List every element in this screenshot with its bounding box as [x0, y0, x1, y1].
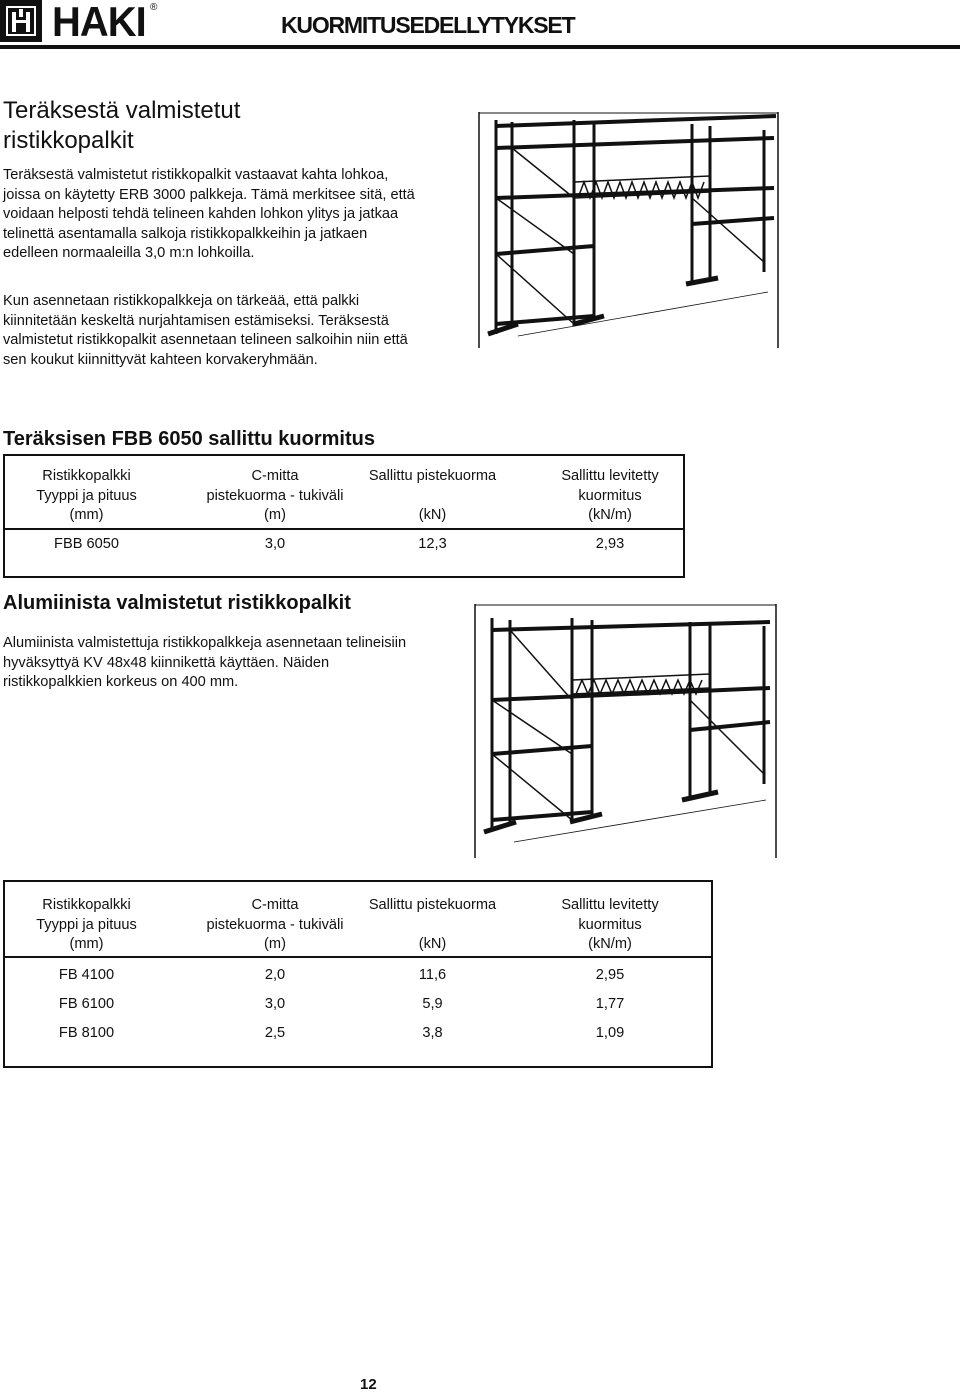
- fb-header-point-line2: [355, 916, 510, 936]
- fb-header-point-line1: Sallittu pistekuorma: [368, 897, 497, 913]
- fbb-header-c-line2: pistekuorma - tukiväli: [206, 487, 344, 504]
- fbb-header-point-line1: Sallittu pistekuorma: [368, 468, 497, 484]
- fbb-header-point-line3: (kN): [418, 507, 447, 524]
- steel-paragraph-2: Kun asennetaan ristikkopalkkeja on tärkeää, että palkki kiinnitetään keskeltä nurjahtamisen estämiseksi. Teräksestä valmistetut ristikkopalkit asennetaan telineen salkoihin niin että sen koukut kiinnittyvät kahteen korvakeryhmään.: [3, 293, 408, 368]
- fbb-table-title: Teräksisen FBB 6050 sallittu kuormitus: [3, 428, 375, 450]
- steel-heading-line2: ristikkopalkit: [3, 127, 134, 154]
- registered-mark: ®: [150, 2, 158, 13]
- fbb-header-c-measure: [190, 467, 360, 526]
- steel-truss-scaffold-illustration: [478, 112, 780, 348]
- fb-cell-dist: 2,95: [595, 967, 625, 983]
- aluminium-truss-scaffold-illustration: [474, 604, 779, 858]
- steel-section-heading: [3, 96, 303, 156]
- fbb-header-distributed-load: [530, 467, 690, 526]
- fb-header-rule: [5, 956, 711, 958]
- steel-paragraph-1: Teräksestä valmistetut ristikkopalkit vastaavat kahta lohkoa, joissa on käytetty ERB 3000 palkkeja. Tämä merkitsee sitä, että voidaan helposti tehdä telineen kahden lohkon ylitys ja jatkaa telinettä asentamalla salkoja ristikkopalkkeihin ja jatkaen edelleen normaaleilla 3,0 m:n lohkoilla.: [3, 167, 415, 262]
- fbb-header-point-load: [355, 467, 510, 526]
- fb-header-type-line3: (mm): [69, 936, 104, 953]
- fbb-header-type: [9, 467, 164, 526]
- fb-cell-type: FB 4100: [58, 967, 115, 983]
- fbb-header-type-line3: (mm): [69, 507, 104, 524]
- fbb-header-type-line1: Ristikkopalkki: [42, 468, 131, 484]
- fbb-header-type-line2: Tyyppi ja pituus: [36, 487, 137, 504]
- fbb-load-table: [3, 454, 685, 578]
- fbb-header-point-line2: [355, 487, 510, 507]
- fbb-header-c-line3: (m): [264, 507, 286, 524]
- haki-logo-icon: [0, 0, 42, 42]
- fb-header-dist-line1: Sallittu levitetty: [561, 897, 659, 913]
- fb-header-type-line1: Ristikkopalkki: [42, 897, 131, 913]
- fbb-header-dist-line3: (kN/m): [588, 507, 632, 524]
- aluminium-paragraph: Alumiinista valmistettuja ristikkopalkkeja asennetaan telineisiin hyväksyttyä KV 48x48 kiinnikettä käyttäen. Näiden ristikkopalkkien korkeus on 400 mm.: [3, 635, 407, 691]
- fb-header-c-line1: C-mitta: [251, 897, 299, 913]
- fb-cell-dist: 1,09: [595, 1025, 625, 1041]
- steel-heading-line1: Teräksestä valmistetut: [3, 97, 241, 124]
- fb-header-point-load: [355, 896, 510, 955]
- fb-cell-point: 11,6: [418, 967, 447, 983]
- fb-cell-type: FB 6100: [58, 996, 115, 1012]
- fb-header-c-line2: pistekuorma - tukiväli: [206, 916, 344, 933]
- aluminium-section-heading: Alumiinista valmistetut ristikkopalkit: [3, 592, 351, 614]
- fbb-cell-type: FBB 6050: [54, 536, 119, 552]
- fb-cell-point: 5,9: [422, 996, 443, 1012]
- fb-header-c-measure: [190, 896, 360, 955]
- fbb-cell-c: 3,0: [264, 536, 286, 552]
- fb-cell-c: 3,0: [264, 996, 286, 1012]
- fb-load-table: [3, 880, 713, 1068]
- fb-cell-point: 3,8: [422, 1025, 443, 1041]
- fb-cell-c: 2,0: [264, 967, 286, 983]
- fb-cell-type: FB 8100: [58, 1025, 115, 1041]
- fb-cell-c: 2,5: [264, 1025, 286, 1041]
- fbb-header-rule: [5, 528, 683, 530]
- fb-header-dist-line3: (kN/m): [588, 936, 632, 953]
- page-title: KUORMITUSEDELLYTYKSET: [281, 12, 575, 38]
- header-divider: [0, 45, 960, 49]
- fb-header-distributed-load: [530, 896, 690, 955]
- fbb-cell-dist: 2,93: [595, 536, 625, 552]
- fbb-header-dist-line2: kuormitus: [578, 487, 642, 504]
- fb-header-c-line3: (m): [264, 936, 286, 953]
- fbb-header-c-line1: C-mitta: [251, 468, 299, 484]
- fb-header-dist-line2: kuormitus: [578, 916, 642, 933]
- fb-cell-dist: 1,77: [595, 996, 625, 1012]
- page-number: 12: [360, 1376, 377, 1393]
- fb-header-type-line2: Tyyppi ja pituus: [36, 916, 137, 933]
- fb-header-type: [9, 896, 164, 955]
- fbb-cell-point: 12,3: [418, 536, 447, 552]
- fbb-header-dist-line1: Sallittu levitetty: [561, 468, 659, 484]
- fb-header-point-line3: (kN): [418, 936, 447, 953]
- brand-name: HAKI: [52, 0, 146, 45]
